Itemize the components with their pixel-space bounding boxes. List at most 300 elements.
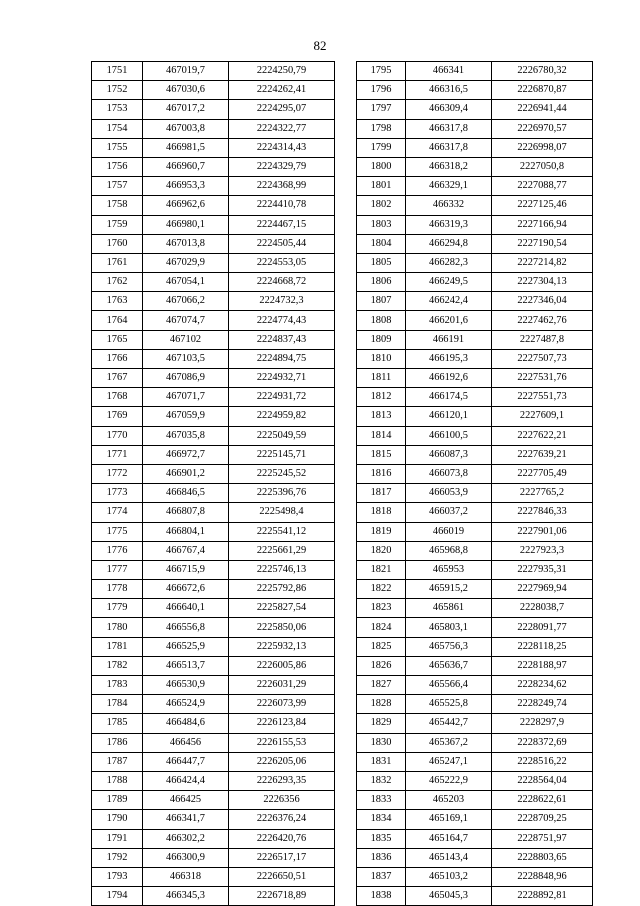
point-number-cell: 1818	[357, 503, 406, 522]
page-number: 82	[313, 38, 327, 53]
point-number-cell: 1760	[92, 234, 143, 253]
table-row	[92, 292, 335, 311]
table-row	[92, 157, 335, 176]
y-coordinate-cell: 2228622,61	[492, 791, 593, 810]
x-coordinate-cell: 466424,4	[143, 771, 229, 790]
y-coordinate-cell: 2227639,21	[492, 445, 593, 464]
y-coordinate-cell: 2225145,71	[229, 445, 335, 464]
table-row	[357, 388, 593, 407]
x-coordinate-cell: 466195,3	[406, 349, 492, 368]
x-coordinate-cell: 465442,7	[406, 714, 492, 733]
y-coordinate-cell: 2225850,06	[229, 618, 335, 637]
point-number-cell: 1831	[357, 752, 406, 771]
x-coordinate-cell: 466174,5	[406, 388, 492, 407]
y-coordinate-cell: 2228297,9	[492, 714, 593, 733]
x-coordinate-cell: 467017,2	[143, 100, 229, 119]
y-coordinate-cell: 2226870,87	[492, 81, 593, 100]
x-coordinate-cell: 465143,4	[406, 848, 492, 867]
table-row	[357, 349, 593, 368]
table-row	[357, 81, 593, 100]
y-coordinate-cell: 2226941,44	[492, 100, 593, 119]
y-coordinate-cell: 2224932,71	[229, 369, 335, 388]
y-coordinate-cell: 2225792,86	[229, 580, 335, 599]
table-row	[92, 541, 335, 560]
x-coordinate-cell: 467074,7	[143, 311, 229, 330]
x-coordinate-cell: 466319,3	[406, 215, 492, 234]
point-number-cell: 1767	[92, 369, 143, 388]
point-number-cell: 1816	[357, 464, 406, 483]
table-row	[357, 196, 593, 215]
point-number-cell: 1807	[357, 292, 406, 311]
y-coordinate-cell: 2226970,57	[492, 119, 593, 138]
y-coordinate-cell: 2225245,52	[229, 464, 335, 483]
point-number-cell: 1817	[357, 484, 406, 503]
y-coordinate-cell: 2225827,54	[229, 599, 335, 618]
point-number-cell: 1812	[357, 388, 406, 407]
table-row	[357, 867, 593, 886]
point-number-cell: 1768	[92, 388, 143, 407]
point-number-cell: 1799	[357, 138, 406, 157]
y-coordinate-cell: 2228372,69	[492, 733, 593, 752]
table-row	[92, 349, 335, 368]
y-coordinate-cell: 2224295,07	[229, 100, 335, 119]
table-row	[92, 695, 335, 714]
y-coordinate-cell: 2224314,43	[229, 138, 335, 157]
point-number-cell: 1775	[92, 522, 143, 541]
y-coordinate-cell: 2227609,1	[492, 407, 593, 426]
point-number-cell: 1779	[92, 599, 143, 618]
x-coordinate-cell: 466317,8	[406, 119, 492, 138]
y-coordinate-cell: 2227487,8	[492, 330, 593, 349]
x-coordinate-cell: 466037,2	[406, 503, 492, 522]
point-number-cell: 1774	[92, 503, 143, 522]
x-coordinate-cell: 466981,5	[143, 138, 229, 157]
table-row	[92, 253, 335, 272]
x-coordinate-cell: 466120,1	[406, 407, 492, 426]
table-row	[92, 580, 335, 599]
table-row	[92, 887, 335, 906]
table-row	[92, 484, 335, 503]
point-number-cell: 1819	[357, 522, 406, 541]
x-coordinate-cell: 466318	[143, 867, 229, 886]
y-coordinate-cell: 2224931,72	[229, 388, 335, 407]
y-coordinate-cell: 2225932,13	[229, 637, 335, 656]
x-coordinate-cell: 467029,9	[143, 253, 229, 272]
x-coordinate-cell: 467059,9	[143, 407, 229, 426]
point-number-cell: 1808	[357, 311, 406, 330]
point-number-cell: 1805	[357, 253, 406, 272]
table-row	[357, 637, 593, 656]
table-row	[357, 714, 593, 733]
x-coordinate-cell: 467054,1	[143, 273, 229, 292]
x-coordinate-cell: 466901,2	[143, 464, 229, 483]
x-coordinate-cell: 466962,6	[143, 196, 229, 215]
point-number-cell: 1781	[92, 637, 143, 656]
y-coordinate-cell: 2224250,79	[229, 62, 335, 81]
coordinates-table-left	[91, 61, 335, 906]
table-row	[357, 369, 593, 388]
x-coordinate-cell: 466053,9	[406, 484, 492, 503]
y-coordinate-cell: 2227214,82	[492, 253, 593, 272]
point-number-cell: 1794	[92, 887, 143, 906]
table-row	[92, 618, 335, 637]
point-number-cell: 1769	[92, 407, 143, 426]
point-number-cell: 1792	[92, 848, 143, 867]
point-number-cell: 1837	[357, 867, 406, 886]
table-row	[92, 714, 335, 733]
point-number-cell: 1801	[357, 177, 406, 196]
x-coordinate-cell: 466804,1	[143, 522, 229, 541]
x-coordinate-cell: 465968,8	[406, 541, 492, 560]
table-row	[92, 119, 335, 138]
x-coordinate-cell: 466341,7	[143, 810, 229, 829]
x-coordinate-cell: 466316,5	[406, 81, 492, 100]
y-coordinate-cell: 2225541,12	[229, 522, 335, 541]
point-number-cell: 1825	[357, 637, 406, 656]
x-coordinate-cell: 467003,8	[143, 119, 229, 138]
y-coordinate-cell: 2226205,06	[229, 752, 335, 771]
table-row	[357, 464, 593, 483]
y-coordinate-cell: 2226998,07	[492, 138, 593, 157]
point-number-cell: 1751	[92, 62, 143, 81]
point-number-cell: 1759	[92, 215, 143, 234]
x-coordinate-cell: 465953	[406, 560, 492, 579]
table-row	[357, 426, 593, 445]
y-coordinate-cell: 2227935,31	[492, 560, 593, 579]
y-coordinate-cell: 2225049,59	[229, 426, 335, 445]
table-row	[357, 560, 593, 579]
x-coordinate-cell: 466294,8	[406, 234, 492, 253]
x-coordinate-cell: 466087,3	[406, 445, 492, 464]
point-number-cell: 1780	[92, 618, 143, 637]
y-coordinate-cell: 2228091,77	[492, 618, 593, 637]
point-number-cell: 1813	[357, 407, 406, 426]
table-row	[357, 503, 593, 522]
point-number-cell: 1756	[92, 157, 143, 176]
y-coordinate-cell: 2227551,73	[492, 388, 593, 407]
table-row	[357, 157, 593, 176]
table-row	[92, 215, 335, 234]
x-coordinate-cell: 466073,8	[406, 464, 492, 483]
table-row	[357, 618, 593, 637]
table-row	[357, 138, 593, 157]
x-coordinate-cell: 466953,3	[143, 177, 229, 196]
table-row	[92, 464, 335, 483]
table-row	[92, 445, 335, 464]
table-row	[92, 177, 335, 196]
y-coordinate-cell: 2226123,84	[229, 714, 335, 733]
x-coordinate-cell: 466456	[143, 733, 229, 752]
x-coordinate-cell: 466807,8	[143, 503, 229, 522]
x-coordinate-cell: 467030,6	[143, 81, 229, 100]
point-number-cell: 1821	[357, 560, 406, 579]
table-row	[357, 887, 593, 906]
point-number-cell: 1758	[92, 196, 143, 215]
table-row	[92, 407, 335, 426]
point-number-cell: 1762	[92, 273, 143, 292]
point-number-cell: 1810	[357, 349, 406, 368]
x-coordinate-cell: 466530,9	[143, 676, 229, 695]
x-coordinate-cell: 466972,7	[143, 445, 229, 464]
table-row	[92, 522, 335, 541]
y-coordinate-cell: 2228803,65	[492, 848, 593, 867]
table-row	[92, 848, 335, 867]
y-coordinate-cell: 2227462,76	[492, 311, 593, 330]
x-coordinate-cell: 466282,3	[406, 253, 492, 272]
y-coordinate-cell: 2227705,49	[492, 464, 593, 483]
x-coordinate-cell: 465803,1	[406, 618, 492, 637]
x-coordinate-cell: 467066,2	[143, 292, 229, 311]
x-coordinate-cell: 466332	[406, 196, 492, 215]
table-row	[357, 62, 593, 81]
x-coordinate-cell: 466980,1	[143, 215, 229, 234]
y-coordinate-cell: 2228516,22	[492, 752, 593, 771]
x-coordinate-cell: 466249,5	[406, 273, 492, 292]
table-row	[92, 234, 335, 253]
y-coordinate-cell: 2226420,76	[229, 829, 335, 848]
point-number-cell: 1772	[92, 464, 143, 483]
table-row	[92, 81, 335, 100]
y-coordinate-cell: 2226005,86	[229, 656, 335, 675]
y-coordinate-cell: 2227765,2	[492, 484, 593, 503]
table-row	[92, 867, 335, 886]
table-row	[92, 330, 335, 349]
table-row	[92, 829, 335, 848]
table-row	[357, 695, 593, 714]
x-coordinate-cell: 466524,9	[143, 695, 229, 714]
y-coordinate-cell: 2228848,96	[492, 867, 593, 886]
y-coordinate-cell: 2224837,43	[229, 330, 335, 349]
table-row	[357, 541, 593, 560]
point-number-cell: 1832	[357, 771, 406, 790]
point-number-cell: 1811	[357, 369, 406, 388]
point-number-cell: 1753	[92, 100, 143, 119]
point-number-cell: 1820	[357, 541, 406, 560]
y-coordinate-cell: 2226718,89	[229, 887, 335, 906]
x-coordinate-cell: 466019	[406, 522, 492, 541]
point-number-cell: 1785	[92, 714, 143, 733]
point-number-cell: 1835	[357, 829, 406, 848]
y-coordinate-cell: 2226031,29	[229, 676, 335, 695]
y-coordinate-cell: 2227166,94	[492, 215, 593, 234]
y-coordinate-cell: 2228188,97	[492, 656, 593, 675]
point-number-cell: 1787	[92, 752, 143, 771]
x-coordinate-cell: 466317,8	[406, 138, 492, 157]
x-coordinate-cell: 466672,6	[143, 580, 229, 599]
y-coordinate-cell: 2225746,13	[229, 560, 335, 579]
table-row	[357, 234, 593, 253]
x-coordinate-cell: 466556,8	[143, 618, 229, 637]
x-coordinate-cell: 467086,9	[143, 369, 229, 388]
point-number-cell: 1784	[92, 695, 143, 714]
table-row	[357, 599, 593, 618]
x-coordinate-cell: 465045,3	[406, 887, 492, 906]
y-coordinate-cell: 2224505,44	[229, 234, 335, 253]
table-row	[92, 100, 335, 119]
x-coordinate-cell: 466302,2	[143, 829, 229, 848]
y-coordinate-cell: 2227901,06	[492, 522, 593, 541]
point-number-cell: 1827	[357, 676, 406, 695]
x-coordinate-cell: 466191	[406, 330, 492, 349]
table-row	[357, 676, 593, 695]
y-coordinate-cell: 2226356	[229, 791, 335, 810]
table-row	[357, 656, 593, 675]
point-number-cell: 1826	[357, 656, 406, 675]
y-coordinate-cell: 2224368,99	[229, 177, 335, 196]
table-row	[92, 138, 335, 157]
table-row	[92, 771, 335, 790]
y-coordinate-cell: 2227846,33	[492, 503, 593, 522]
y-coordinate-cell: 2224322,77	[229, 119, 335, 138]
x-coordinate-cell: 466329,1	[406, 177, 492, 196]
point-number-cell: 1763	[92, 292, 143, 311]
point-number-cell: 1757	[92, 177, 143, 196]
point-number-cell: 1806	[357, 273, 406, 292]
y-coordinate-cell: 2228709,25	[492, 810, 593, 829]
y-coordinate-cell: 2226650,51	[229, 867, 335, 886]
point-number-cell: 1798	[357, 119, 406, 138]
table-row	[92, 810, 335, 829]
table-row	[357, 791, 593, 810]
table-row	[92, 311, 335, 330]
point-number-cell: 1789	[92, 791, 143, 810]
point-number-cell: 1822	[357, 580, 406, 599]
x-coordinate-cell: 465103,2	[406, 867, 492, 886]
point-number-cell: 1766	[92, 349, 143, 368]
x-coordinate-cell: 466201,6	[406, 311, 492, 330]
x-coordinate-cell: 465247,1	[406, 752, 492, 771]
point-number-cell: 1815	[357, 445, 406, 464]
point-number-cell: 1765	[92, 330, 143, 349]
table-row	[357, 407, 593, 426]
point-number-cell: 1783	[92, 676, 143, 695]
x-coordinate-cell: 465367,2	[406, 733, 492, 752]
table-row	[357, 119, 593, 138]
table-row	[357, 484, 593, 503]
x-coordinate-cell: 466960,7	[143, 157, 229, 176]
y-coordinate-cell: 2227088,77	[492, 177, 593, 196]
y-coordinate-cell: 2225498,4	[229, 503, 335, 522]
point-number-cell: 1800	[357, 157, 406, 176]
table-row	[357, 848, 593, 867]
y-coordinate-cell: 2227190,54	[492, 234, 593, 253]
point-number-cell: 1786	[92, 733, 143, 752]
point-number-cell: 1793	[92, 867, 143, 886]
x-coordinate-cell: 466484,6	[143, 714, 229, 733]
y-coordinate-cell: 2224262,41	[229, 81, 335, 100]
point-number-cell: 1824	[357, 618, 406, 637]
point-number-cell: 1771	[92, 445, 143, 464]
y-coordinate-cell: 2224553,05	[229, 253, 335, 272]
point-number-cell: 1823	[357, 599, 406, 618]
table-row	[357, 810, 593, 829]
point-number-cell: 1778	[92, 580, 143, 599]
point-number-cell: 1791	[92, 829, 143, 848]
point-number-cell: 1776	[92, 541, 143, 560]
x-coordinate-cell: 466100,5	[406, 426, 492, 445]
y-coordinate-cell: 2224668,72	[229, 273, 335, 292]
y-coordinate-cell: 2224959,82	[229, 407, 335, 426]
y-coordinate-cell: 2224774,43	[229, 311, 335, 330]
table-row	[92, 676, 335, 695]
y-coordinate-cell: 2226293,35	[229, 771, 335, 790]
y-coordinate-cell: 2226155,53	[229, 733, 335, 752]
x-coordinate-cell: 467071,7	[143, 388, 229, 407]
table-row	[357, 215, 593, 234]
y-coordinate-cell: 2227050,8	[492, 157, 593, 176]
point-number-cell: 1797	[357, 100, 406, 119]
point-number-cell: 1795	[357, 62, 406, 81]
point-number-cell: 1770	[92, 426, 143, 445]
point-number-cell: 1802	[357, 196, 406, 215]
x-coordinate-cell: 466300,9	[143, 848, 229, 867]
point-number-cell: 1755	[92, 138, 143, 157]
point-number-cell: 1773	[92, 484, 143, 503]
y-coordinate-cell: 2227969,94	[492, 580, 593, 599]
table-row	[357, 177, 593, 196]
point-number-cell: 1809	[357, 330, 406, 349]
table-row	[357, 445, 593, 464]
table-row	[357, 273, 593, 292]
y-coordinate-cell: 2225661,29	[229, 541, 335, 560]
x-coordinate-cell: 466318,2	[406, 157, 492, 176]
y-coordinate-cell: 2228234,62	[492, 676, 593, 695]
x-coordinate-cell: 465915,2	[406, 580, 492, 599]
table-row	[357, 580, 593, 599]
table-row	[357, 522, 593, 541]
point-number-cell: 1829	[357, 714, 406, 733]
x-coordinate-cell: 466525,9	[143, 637, 229, 656]
point-number-cell: 1761	[92, 253, 143, 272]
table-row	[357, 100, 593, 119]
y-coordinate-cell: 2227346,04	[492, 292, 593, 311]
x-coordinate-cell: 466846,5	[143, 484, 229, 503]
y-coordinate-cell: 2227304,13	[492, 273, 593, 292]
table-row	[357, 311, 593, 330]
x-coordinate-cell: 467103,5	[143, 349, 229, 368]
point-number-cell: 1790	[92, 810, 143, 829]
point-number-cell: 1788	[92, 771, 143, 790]
point-number-cell: 1828	[357, 695, 406, 714]
y-coordinate-cell: 2228118,25	[492, 637, 593, 656]
point-number-cell: 1804	[357, 234, 406, 253]
table-row	[357, 771, 593, 790]
y-coordinate-cell: 2228038,7	[492, 599, 593, 618]
table-row	[92, 791, 335, 810]
point-number-cell: 1782	[92, 656, 143, 675]
x-coordinate-cell: 465636,7	[406, 656, 492, 675]
table-row	[92, 369, 335, 388]
y-coordinate-cell: 2228892,81	[492, 887, 593, 906]
x-coordinate-cell: 465169,1	[406, 810, 492, 829]
point-number-cell: 1830	[357, 733, 406, 752]
point-number-cell: 1803	[357, 215, 406, 234]
y-coordinate-cell: 2227125,46	[492, 196, 593, 215]
table-row	[357, 292, 593, 311]
y-coordinate-cell: 2227622,21	[492, 426, 593, 445]
point-number-cell: 1833	[357, 791, 406, 810]
x-coordinate-cell: 466242,4	[406, 292, 492, 311]
x-coordinate-cell: 466447,7	[143, 752, 229, 771]
x-coordinate-cell: 467035,8	[143, 426, 229, 445]
table-row	[92, 560, 335, 579]
y-coordinate-cell: 2227507,73	[492, 349, 593, 368]
point-number-cell: 1796	[357, 81, 406, 100]
y-coordinate-cell: 2226517,17	[229, 848, 335, 867]
y-coordinate-cell: 2226376,24	[229, 810, 335, 829]
x-coordinate-cell: 466309,4	[406, 100, 492, 119]
x-coordinate-cell: 465222,9	[406, 771, 492, 790]
